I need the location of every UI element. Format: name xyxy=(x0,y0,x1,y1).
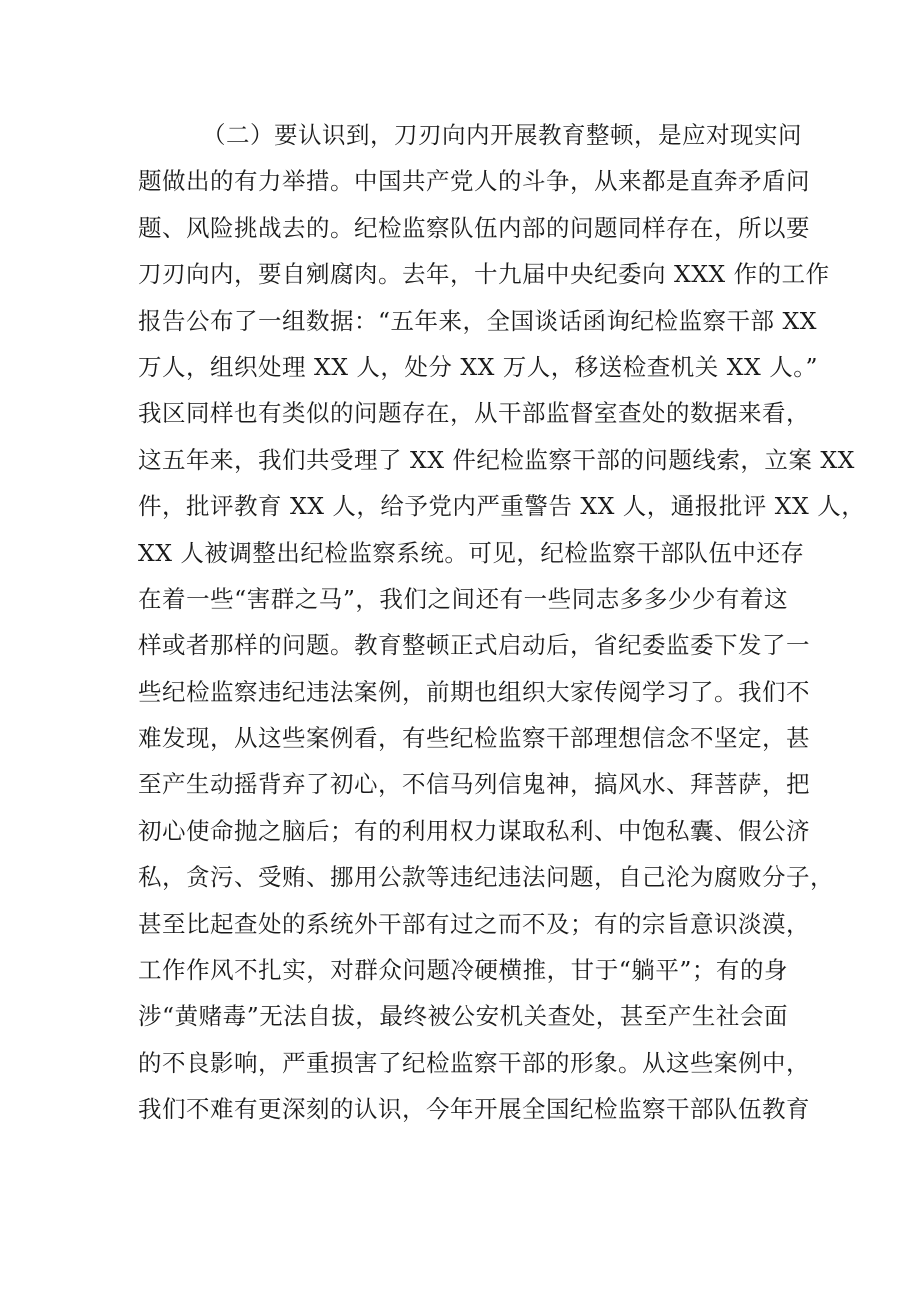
text-line: 在着一些“害群之马”，我们之间还有一些同志多多少少有着这 xyxy=(138,584,788,613)
text-line: 这五年来，我们共受理了 XX 件纪检监察干部的问题线索，立案 XX xyxy=(138,445,855,474)
text-line: 样或者那样的问题。教育整顿正式启动后，省纪委监委下发了一 xyxy=(138,631,810,660)
text-line: 些纪检监察违纪违法案例，前期也组织大家传阅学习了。我们不 xyxy=(138,677,810,706)
text-line: 涉“黄赌毒”无法自拔，最终被公安机关查处，甚至产生社会面 xyxy=(138,1002,788,1031)
text-line: 甚至比起查处的系统外干部有过之而不及；有的宗旨意识淡漠， xyxy=(138,909,810,938)
text-line: 万人，组织处理 XX 人，处分 XX 万人，移送检查机关 XX 人。” xyxy=(138,352,818,381)
text-line: 的不良影响，严重损害了纪检监察干部的形象。从这些案例中， xyxy=(138,1048,810,1077)
text-line: 题、风险挑战去的。纪检监察队伍内部的问题同样存在，所以要 xyxy=(138,213,810,242)
text-line: 难发现，从这些案例看，有些纪检监察干部理想信念不坚定，甚 xyxy=(138,724,810,753)
text-line: 至产生动摇背弃了初心，不信马列信鬼神，搞风水、拜菩萨，把 xyxy=(138,770,810,799)
text-line: 报告公布了一组数据：“五年来，全国谈话函询纪检监察干部 XX xyxy=(138,306,817,335)
text-line: （二）要认识到，刀刃向内开展教育整顿，是应对现实问 xyxy=(202,121,802,149)
text-line: 题做出的有力举措。中国共产党人的斗争，从来都是直奔矛盾问 xyxy=(138,167,810,196)
text-line: 我区同样也有类似的问题存在，从干部监督室查处的数据来看， xyxy=(138,399,810,428)
text-line: 我们不难有更深刻的认识，今年开展全国纪检监察干部队伍教育 xyxy=(138,1095,810,1124)
text-line: 私，贪污、受贿、挪用公款等违纪违法问题，自己沦为腐败分子， xyxy=(138,863,834,892)
text-line: 件，批评教育 XX 人，给予党内严重警告 XX 人，通报批评 XX 人， xyxy=(138,492,866,521)
body-paragraph xyxy=(138,112,866,1133)
text-line: 工作作风不扎实，对群众问题冷硬横推，甘于“躺平”；有的身 xyxy=(138,956,788,985)
text-line: 初心使命抛之脑后；有的利用权力谋取私利、中饱私囊、假公济 xyxy=(138,816,810,845)
text-line: 刀刃向内，要自剜腐肉。去年，十九届中央纪委向 XXX 作的工作 xyxy=(138,260,830,289)
text-line: XX 人被调整出纪检监察系统。可见，纪检监察干部队伍中还存 xyxy=(138,538,805,567)
